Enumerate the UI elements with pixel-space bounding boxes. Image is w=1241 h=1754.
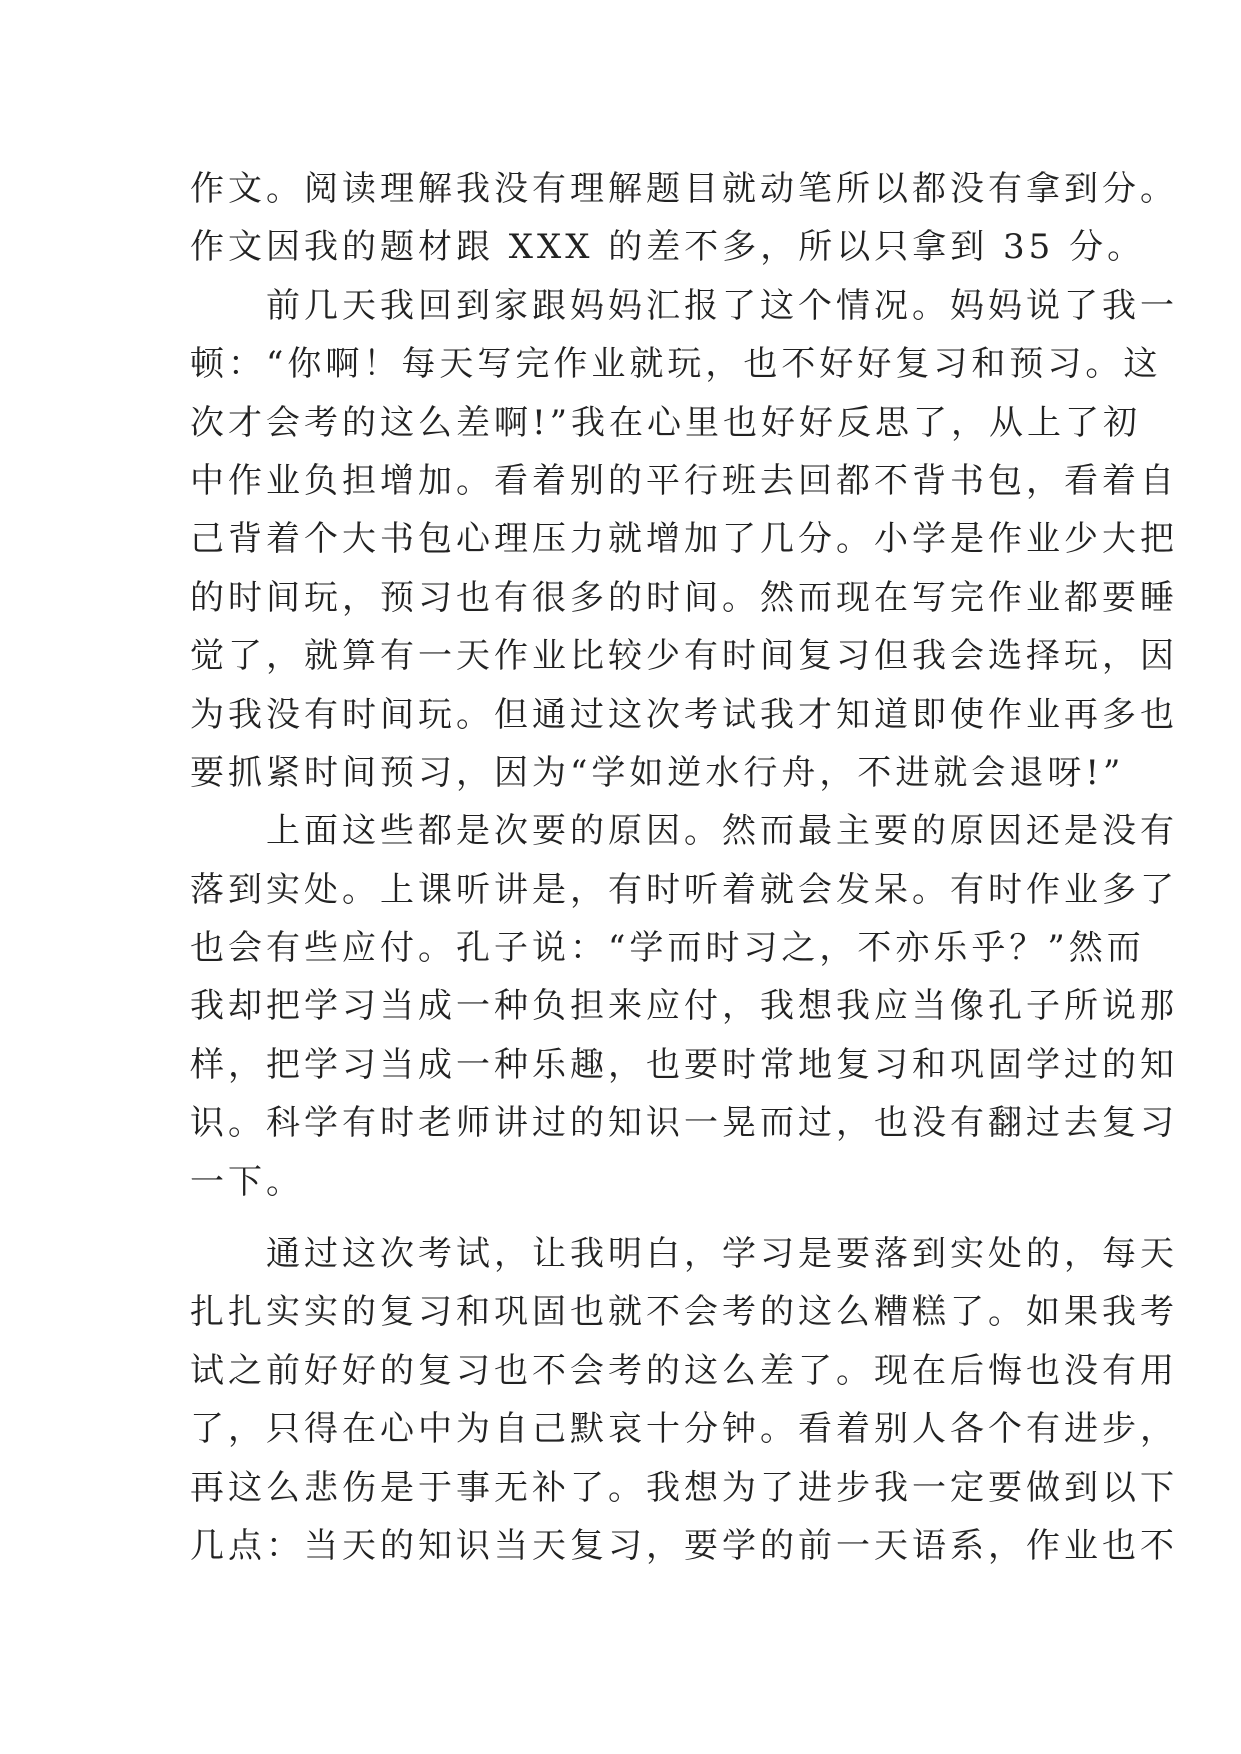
text-line: 作文因我的题材跟 XXX 的差不多，所以只拿到 35 分。 <box>190 227 1146 268</box>
text-line: 样，把学习当成一种乐趣，也要时常地复习和巩固学过的知 <box>190 1044 1178 1085</box>
text-line: 扎扎实实的复习和巩固也就不会考的这么糟糕了。如果我考 <box>190 1292 1178 1333</box>
essay-body <box>190 160 1178 1575</box>
text-line: 要抓紧时间预习，因为“学如逆水行舟，不进就会退呀!” <box>190 752 1125 793</box>
text-line: 识。科学有时老师讲过的知识一晃而过，也没有翻过去复习 <box>190 1103 1178 1144</box>
text-line: 中作业负担增加。看着别的平行班去回都不背书包，看着自 <box>190 460 1178 501</box>
text-line: 前几天我回到家跟妈妈汇报了这个情况。妈妈说了我一 <box>190 285 1178 326</box>
text-line: 也会有些应付。孔子说：“学而时习之，不亦乐乎？”然而 <box>190 928 1145 969</box>
text-line: 一下。 <box>190 1161 304 1202</box>
text-line: 几点：当天的知识当天复习，要学的前一天语系，作业也不 <box>190 1525 1178 1566</box>
text-line: 顿：“你啊！每天写完作业就玩，也不好好复习和预习。这 <box>190 344 1162 385</box>
text-line: 通过这次考试，让我明白，学习是要落到实处的，每天 <box>190 1234 1178 1275</box>
text-line: 的时间玩，预习也有很多的时间。然而现在写完作业都要睡 <box>190 577 1178 618</box>
paragraph-gap <box>190 1211 1070 1225</box>
text-line: 觉了，就算有一天作业比较少有时间复习但我会选择玩，因 <box>190 636 1178 677</box>
text-line: 了，只得在心中为自己默哀十分钟。看着别人各个有进步， <box>190 1409 1178 1450</box>
text-line: 作文。阅读理解我没有理解题目就动笔所以都没有拿到分。 <box>190 169 1178 209</box>
text-line: 试之前好好的复习也不会考的这么差了。现在后悔也没有用 <box>190 1350 1178 1391</box>
text-line: 上面这些都是次要的原因。然而最主要的原因还是没有 <box>190 811 1178 852</box>
text-line: 为我没有时间玩。但通过这次考试我才知道即使作业再多也 <box>190 694 1178 735</box>
text-line: 再这么悲伤是于事无补了。我想为了进步我一定要做到以下 <box>190 1467 1178 1508</box>
text-line: 落到实处。上课听讲是，有时听着就会发呆。有时作业多了 <box>190 869 1178 910</box>
text-line: 我却把学习当成一种负担来应付，我想我应当像孔子所说那 <box>190 986 1178 1027</box>
text-line: 己背着个大书包心理压力就增加了几分。小学是作业少大把 <box>190 519 1178 560</box>
text-line: 次才会考的这么差啊!”我在心里也好好反思了，从上了初 <box>190 402 1142 443</box>
